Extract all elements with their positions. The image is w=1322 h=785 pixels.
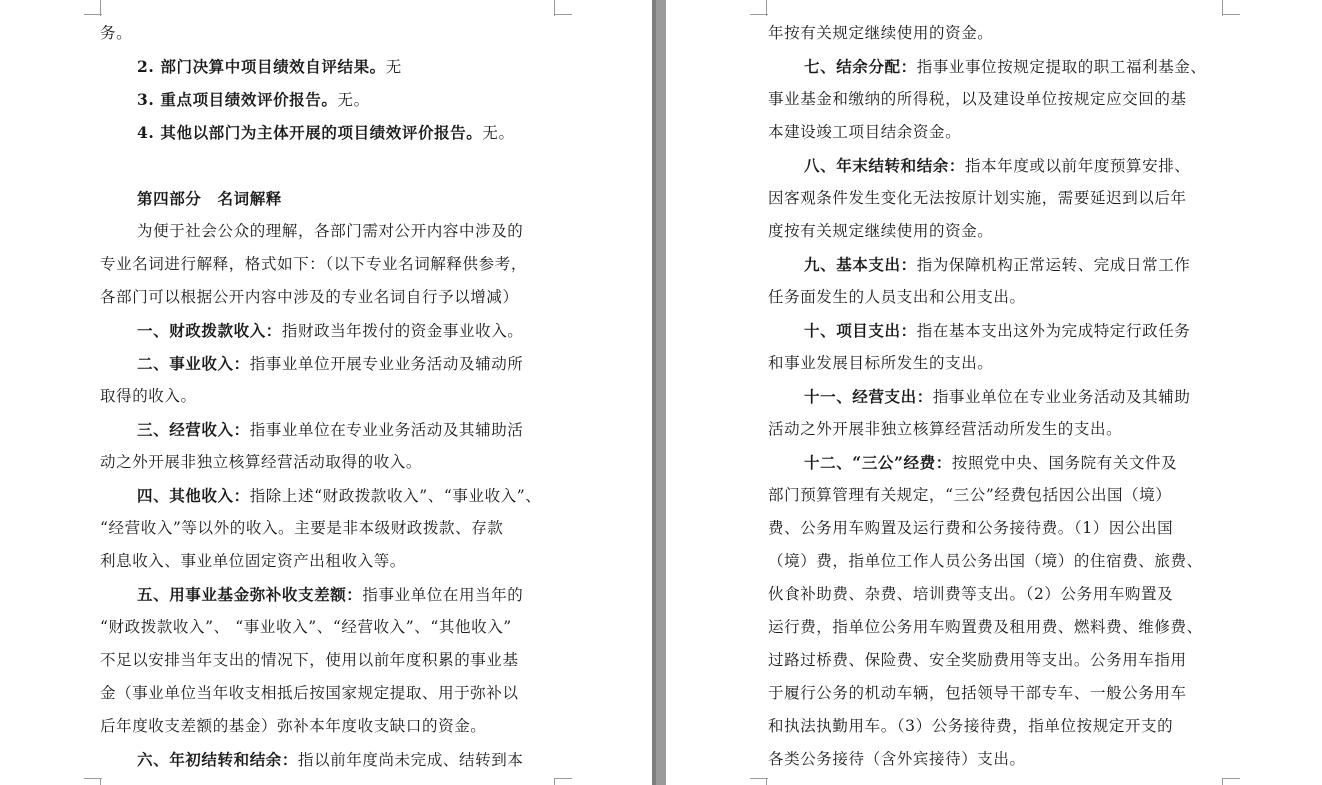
text-line: [804, 149, 1190, 182]
text-line: [137, 413, 523, 446]
bold-term: 七、结余分配：: [804, 57, 917, 76]
line-text: 后年度收支差额的基金）弥补本年度收支缺口的资金。: [100, 717, 487, 735]
text-line: [100, 446, 422, 479]
line-text: 指事业单位在专业业务活动及其辅助活: [249, 421, 524, 439]
bold-term: 三、经营收入：: [137, 420, 250, 439]
text-line: [100, 512, 503, 545]
line-text: 指事业单位开展专业业务活动及辅动所: [249, 355, 524, 373]
bold-term: 二、事业收入：: [137, 354, 250, 373]
line-text: “经营收入”等以外的收入。主要是非本级财政拨款、存款: [100, 519, 504, 537]
line-text: 运行费，指单位公务用车购置费及租用费、燃料费、维修费、: [768, 618, 1203, 636]
line-text: 年按有关规定继续使用的资金。: [768, 24, 994, 42]
line-text: 指为保障机构正常运转、完成日常工作: [916, 256, 1191, 274]
text-line: [100, 710, 486, 743]
text-line: [804, 248, 1190, 281]
corner-mark: [1222, 14, 1240, 15]
line-text: 务。: [100, 24, 133, 42]
text-line: [137, 347, 523, 380]
bold-term: 一、财政拨款收入：: [137, 321, 282, 340]
corner-mark: [1222, 0, 1223, 16]
line-text: 动之外开展非独立核算经营活动取得的收入。: [100, 453, 423, 471]
corner-mark: [554, 778, 555, 785]
line-text: 无: [385, 58, 402, 76]
corner-mark: [554, 778, 572, 779]
text-line: [804, 380, 1190, 413]
line-text: 任务面发生的人员支出和公用支出。: [768, 288, 1026, 306]
line-text: 指财政当年拨付的资金事业收入。: [281, 322, 524, 340]
line-text: （境）费，指单位工作人员公务出国（境）的住宿费、旅费、: [768, 552, 1203, 570]
bold-term: 第四部分 名词解释: [137, 189, 282, 208]
text-line: [768, 281, 1026, 314]
bold-term: 六、年初结转和结余：: [137, 750, 299, 769]
bold-term: 十二、“三公”经费：: [804, 453, 952, 472]
text-line: [768, 479, 1171, 512]
line-text: 指事业单位在专业业务活动及其辅助: [932, 388, 1191, 406]
corner-mark: [766, 0, 767, 16]
line-text: 度按有关规定继续使用的资金。: [768, 222, 994, 240]
text-line: [137, 116, 515, 149]
line-text: 取得的收入。: [100, 387, 197, 405]
line-text: 各部门可以根据公开内容中涉及的专业名词自行予以增减）: [100, 288, 519, 306]
corner-mark: [100, 778, 101, 785]
document-page-left: [0, 0, 652, 785]
document-page-right: [666, 0, 1322, 785]
text-line: [137, 50, 402, 83]
line-text: 金（事业单位当年收支相抵后按国家规定提取、用于弥补以: [100, 684, 519, 702]
line-text: “财政拨款收入”、 “事业收入”、“经营收入”、“其他收入”: [100, 618, 512, 636]
text-line: [768, 545, 1203, 578]
line-text: 和事业发展目标所发生的支出。: [768, 354, 994, 372]
bold-term: 十一、经营支出：: [804, 387, 933, 406]
line-text: 指事业单位在用当年的: [362, 586, 524, 604]
page-gap-shadow: [652, 0, 656, 785]
text-line: [768, 116, 961, 149]
corner-mark: [1222, 778, 1240, 779]
line-text: 和执法执勤用车。（3）公务接待费，指单位按规定开支的: [768, 717, 1174, 735]
text-line: [768, 215, 993, 248]
text-line: [768, 413, 1122, 446]
text-line: [100, 677, 519, 710]
text-line: [768, 182, 1187, 215]
text-line: [137, 83, 370, 116]
line-text: 因客观条件发生变化无法按原计划实施，需要延迟到以后年: [768, 189, 1187, 207]
text-line: [768, 710, 1173, 743]
line-text: 部门预算管理有关规定，“三公”经费包括因公出国（境）: [768, 486, 1172, 504]
line-text: 专业名词进行解释，格式如下：（以下专业名词解释供参考，: [100, 255, 527, 273]
corner-mark: [766, 778, 767, 785]
bold-term: 四、其他收入：: [137, 486, 250, 505]
text-line: [100, 380, 197, 413]
bold-term: 2. 部门决算中项目绩效自评结果。: [137, 57, 386, 76]
text-line: [804, 446, 1177, 479]
text-line: [768, 677, 1187, 710]
text-line: [100, 17, 132, 50]
corner-mark: [1222, 778, 1223, 785]
line-text: 于履行公务的机动车辆，包括领导干部专车、一般公务用车: [768, 684, 1187, 702]
corner-mark: [554, 14, 572, 15]
text-line: [100, 281, 519, 314]
corner-mark: [100, 0, 101, 16]
text-line: [137, 215, 523, 248]
line-text: 指事业事位按规定提取的职工福利基金、: [916, 58, 1207, 76]
bold-term: 4. 其他以部门为主体开展的项目绩效评价报告。: [137, 123, 483, 142]
line-text: 指除上述“财政拨款收入”、“事业收入”、: [249, 487, 542, 505]
line-text: 活动之外开展非独立核算经营活动所发生的支出。: [768, 420, 1123, 438]
text-line: [768, 17, 993, 50]
bold-term: 九、基本支出：: [804, 255, 917, 274]
line-text: 利息收入、事业单位固定资产出租收入等。: [100, 552, 406, 570]
text-line: [768, 611, 1203, 644]
text-line: [804, 50, 1207, 83]
text-line: [768, 644, 1187, 677]
text-line: [137, 743, 523, 776]
text-line: [804, 314, 1190, 347]
line-text: 各类公务接待（含外宾接待）支出。: [768, 750, 1026, 768]
line-text: 无。: [482, 124, 515, 142]
text-line: [137, 182, 282, 215]
text-line: [100, 248, 527, 281]
bold-term: 十、项目支出：: [804, 321, 917, 340]
line-text: 伙食补助费、杂费、培训费等支出。（2）公务用车购置及: [768, 585, 1174, 603]
line-text: 指本年度或以前年度预算安排、: [965, 157, 1191, 175]
bold-term: 五、用事业基金弥补收支差额：: [137, 585, 363, 604]
text-line: [137, 578, 523, 611]
text-line: [137, 479, 541, 512]
line-text: 为便于社会公众的理解，各部门需对公开内容中涉及的: [137, 222, 524, 240]
line-text: 按照党中央、国务院有关文件及: [951, 454, 1178, 472]
line-text: 费、公务用车购置及运行费和公务接待费。（1）因公出国: [768, 519, 1174, 537]
text-line: [100, 644, 519, 677]
bold-term: 八、年末结转和结余：: [804, 156, 966, 175]
text-line: [768, 83, 1187, 116]
line-text: 不足以安排当年支出的情况下，使用以前年度积累的事业基: [100, 651, 519, 669]
line-text: 指在基本支出这外为完成特定行政任务: [916, 322, 1191, 340]
line-text: 过路过桥费、保险费、安全奖励费用等支出。公务用车指用: [768, 651, 1187, 669]
text-line: [100, 611, 512, 644]
line-text: 指以前年度尚未完成、结转到本: [298, 751, 524, 769]
text-line: [768, 578, 1173, 611]
line-text: 事业基金和缴纳的所得税，以及建设单位按规定应交回的基: [768, 90, 1187, 108]
text-line: [768, 512, 1173, 545]
text-line: [100, 545, 406, 578]
text-line: [768, 743, 1026, 776]
bold-term: 3. 重点项目绩效评价报告。: [137, 90, 338, 109]
corner-mark: [554, 0, 555, 16]
line-text: 本建设竣工项目结余资金。: [768, 123, 962, 141]
line-text: 无。: [337, 91, 370, 109]
text-line: [137, 314, 523, 347]
text-line: [768, 347, 993, 380]
